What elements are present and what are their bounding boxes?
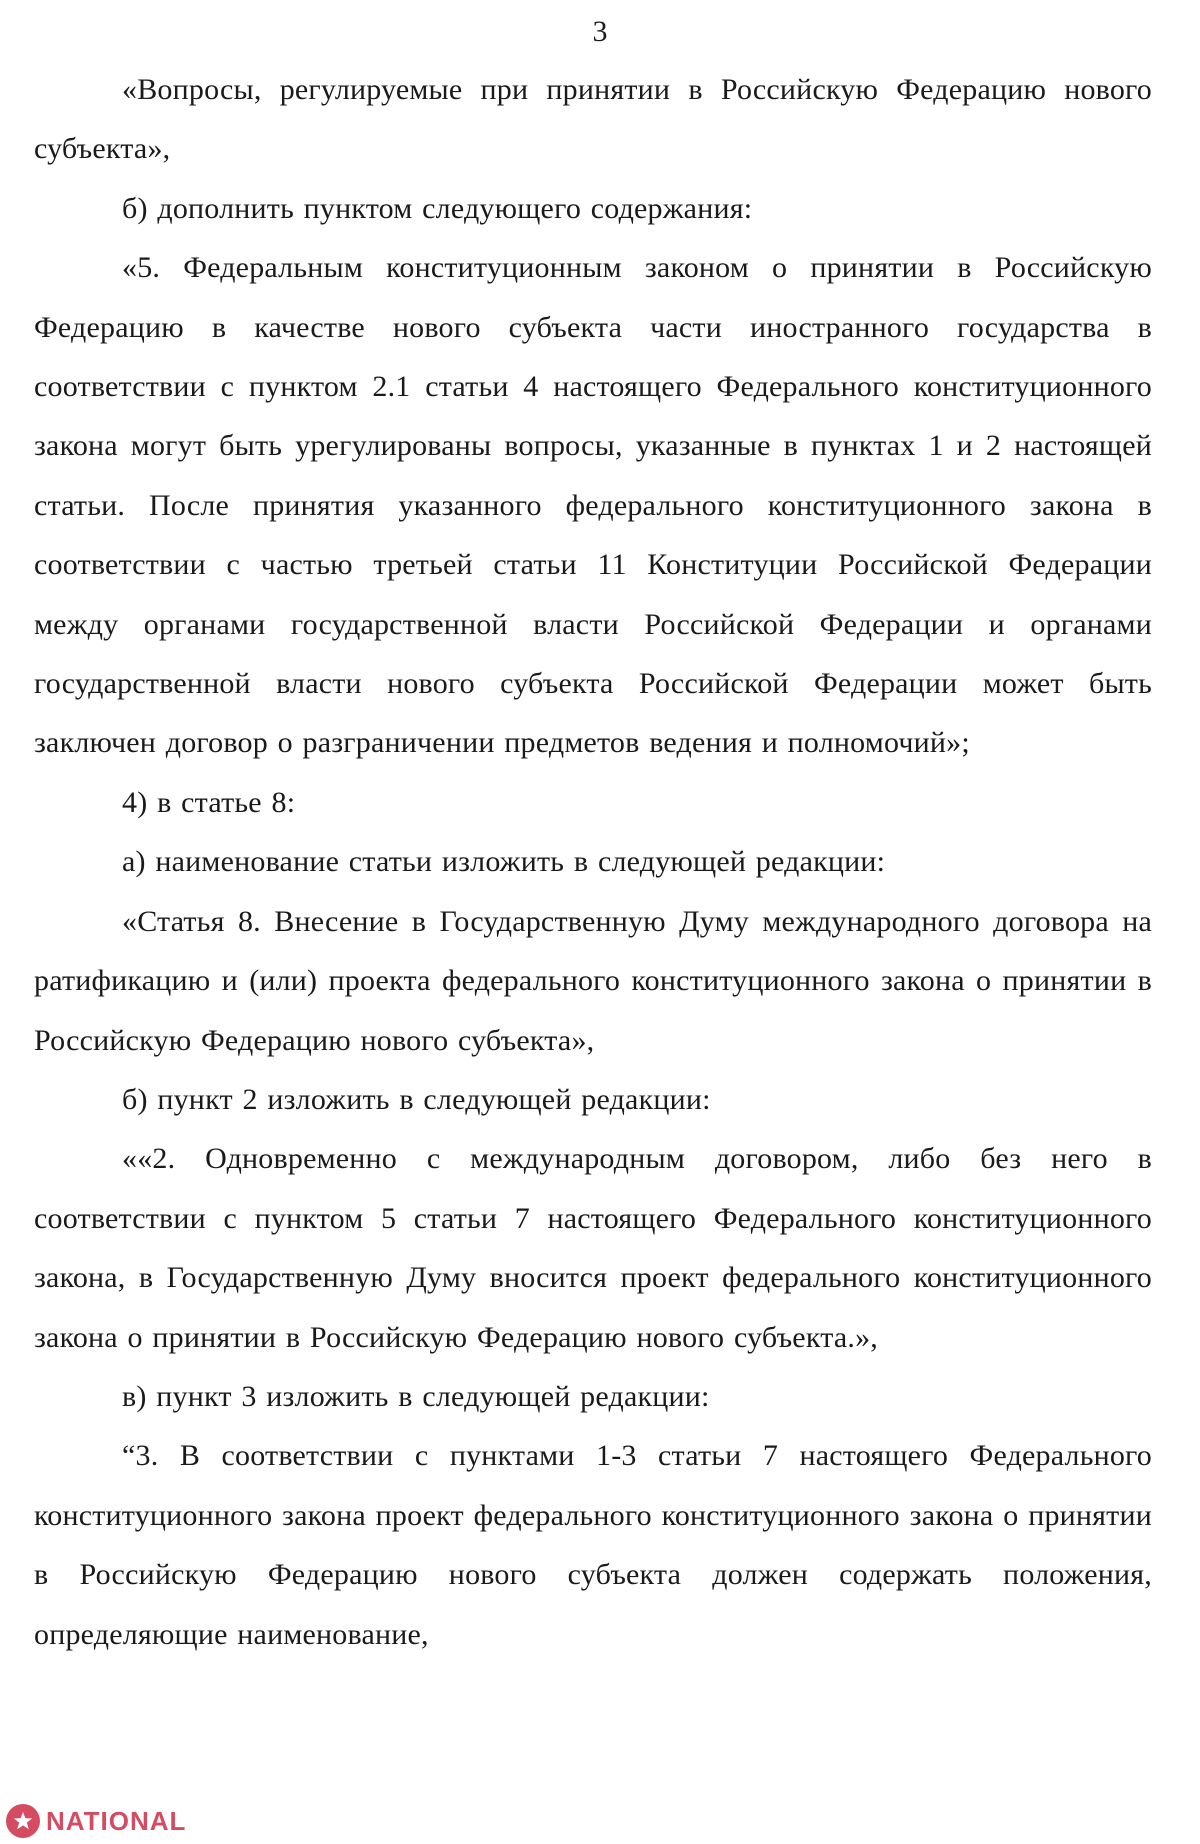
paragraph-point-2-text: ««2. Одновременно с международным договором, либо без него в соответствии с пунктом 5 статьи 7 настоящего Федерального конституционного закона, в Государственную Думу вносится проект федерального конституционного закона о принятии в Российскую Федерацию нового субъекта.», xyxy=(34,1142,1152,1354)
paragraph-question-title: «Вопросы, регулируемые при принятии в Российскую Федерацию нового субъекта», xyxy=(34,73,1152,166)
paragraph-point-2-intro: б) пункт 2 изложить в следующей редакции: xyxy=(122,1082,711,1116)
paragraph-point-3-text: “3. В соответствии с пунктами 1-3 статьи 7 настоящего Федерального конституционного закона проект федерального конституционного закона о принятии в Российскую Федерацию нового субъекта должен содержать положения, определяющие наименование, xyxy=(34,1439,1152,1651)
watermark-logo xyxy=(6,1804,186,1838)
paragraph-article-name: а) наименование статьи изложить в следующей редакции: xyxy=(122,845,886,879)
paragraph-point-3-intro: в) пункт 3 изложить в следующей редакции: xyxy=(122,1379,710,1413)
paragraph-article-8: 4) в статье 8: xyxy=(122,785,296,819)
page-number: 3 xyxy=(592,15,608,48)
paragraph-point-5: «5. Федеральным конституционным законом о принятии в Российскую Федерацию в качестве нового субъекта части иностранного государства в соответствии с пунктом 2.1 статьи 4 настоящего Федерального конституционного закона могут быть урегулированы вопросы, указанные в пунктах 1 и 2 настоящей статьи. После принятия указанного федерального конституционного закона в соответствии с частью третьей статьи 11 Конституции Российской Федерации между органами государственной власти Российской Федерации и органами государственной власти нового субъекта Российской Федерации может быть заключен договор о разграничении предметов ведения и полномочий»; xyxy=(34,251,1152,760)
watermark-text: NATIONAL xyxy=(46,1805,187,1836)
document-body xyxy=(34,60,1152,1664)
paragraph-article-8-title: «Статья 8. Внесение в Государственную Думу международного договора на ратификацию и (или) проекта федерального конституционного закона о принятии в Российскую Федерацию нового субъекта», xyxy=(34,904,1152,1057)
paragraph-supplement-point: б) дополнить пунктом следующего содержания: xyxy=(122,191,753,225)
star-icon xyxy=(6,1804,40,1838)
